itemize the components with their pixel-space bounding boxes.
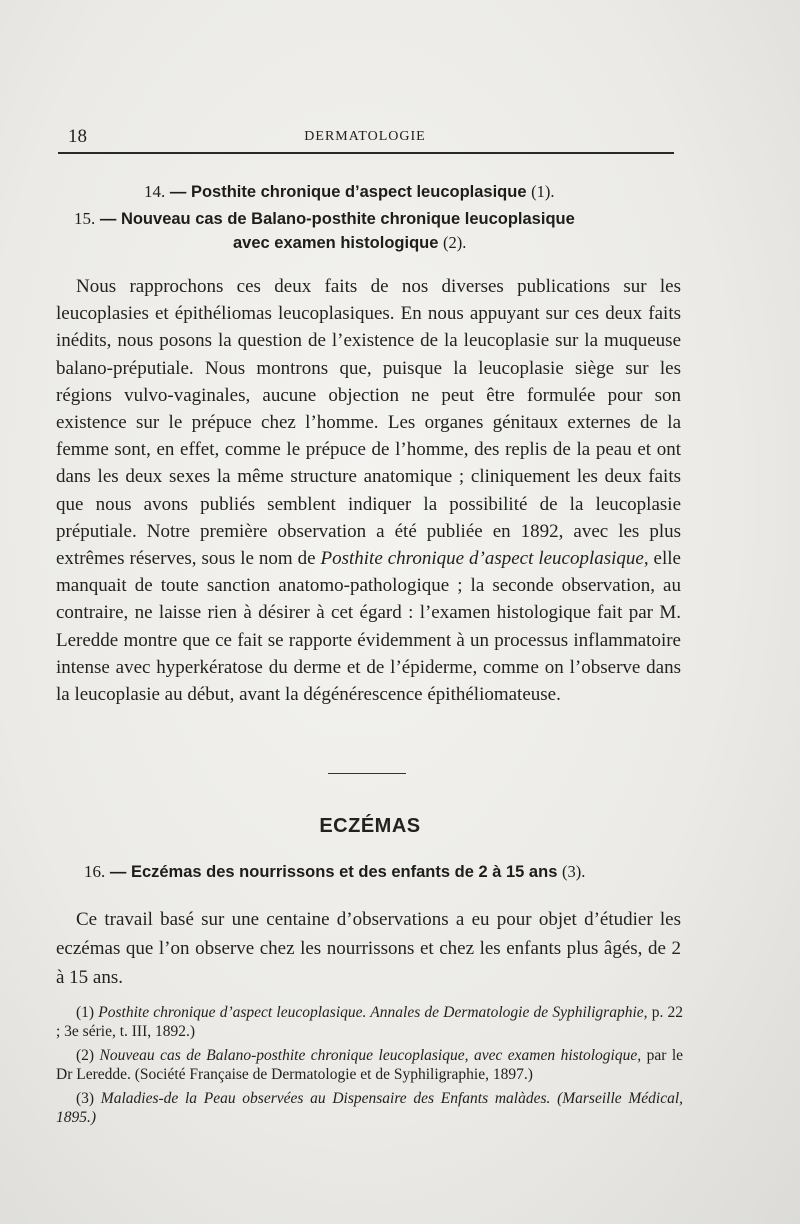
entry-title: Eczémas des nourrissons et des enfants de 2 à 15 ans <box>130 863 558 881</box>
footnote-ref: (3). <box>561 862 586 881</box>
footnote-citation: Posthite chronique d’aspect leucoplasique. Annales de Dermatologie de Syphiligraphie, <box>98 1004 648 1021</box>
footnote-details: p. 22 ; 3e série, t. III, 1892.) <box>56 1004 684 1040</box>
section-divider <box>328 773 406 774</box>
entry-15-continued <box>233 233 466 253</box>
body-paragraph-1 <box>56 273 681 708</box>
footnote-ref: (1). <box>531 182 555 201</box>
footnotes <box>56 1004 683 1133</box>
page-number: 18 <box>68 126 87 147</box>
entry-dash: — <box>169 183 187 201</box>
page-header <box>58 126 672 150</box>
entry-14 <box>144 182 554 202</box>
entry-dash: — <box>99 210 117 228</box>
running-head: DERMATOLOGIE <box>304 129 426 144</box>
footnote-citation: Nouveau cas de Balano-posthite chronique leucoplasique, avec examen histologique, <box>99 1047 642 1064</box>
entry-title: Posthite chronique d’aspect leucoplasique <box>190 183 527 201</box>
entry-number: 16. <box>84 862 106 881</box>
entry-number: 14. <box>144 182 166 201</box>
footnote-mark: (3) <box>76 1090 95 1107</box>
footnote-ref: (2). <box>443 233 467 252</box>
footnote-2 <box>56 1047 683 1084</box>
entry-15 <box>74 209 575 229</box>
paragraph-text: Nous rapprochons ces deux faits de nos diverses publications sur les leucoplasies et épithéliomas leucoplasiques. En nous appuyant sur ces deux faits inédits, nous posons la question de l’existence de la leucoplasie sur la muqueuse balano-préputiale. Nous montrons que, puisque la leucoplasie siège sur les régions vulvo-vaginales, aucune objection ne peut être formulée pour son existence sur le prépuce chez l’homme. Les organes génitaux externes de la femme sont, en effet, comme le prépuce de l’homme, des replis de la peau et ont dans les deux sexes la même structure anatomique ; cliniquement les deux faits que nous avons publiés semblent indiquer la possibilité de la leucoplasie préputiale. Notre première observation a été publiée en 1892, avec les plus extrêmes réserves, sous le nom de <box>56 276 681 570</box>
footnote-mark: (1) <box>76 1004 95 1021</box>
footnote-1 <box>56 1004 683 1041</box>
footnote-citation: Maladies-de la Peau observées au Dispensaire des Enfants malàdes. (Marseille Médical, 1895.) <box>56 1090 684 1126</box>
entry-dash: — <box>109 863 127 881</box>
footnote-3 <box>56 1090 683 1127</box>
entry-number: 15. <box>74 209 96 228</box>
section-heading: ECZÉMAS <box>319 815 421 837</box>
entry-16 <box>84 862 585 882</box>
italic-title: Posthite chronique d’aspect leucoplasique <box>320 548 644 570</box>
footnote-details: par le Dr Leredde. (Société Française de Dermatologie et de Syphiligraphie, 1897.) <box>56 1047 684 1083</box>
header-rule <box>58 152 674 154</box>
entry-title-line1: Nouveau cas de Balano-posthite chronique leucoplasique <box>120 210 575 228</box>
footnote-mark: (2) <box>76 1047 95 1064</box>
body-paragraph-2: Ce travail basé sur une centaine d’observations a eu pour objet d’étudier les eczémas que l’on observe chez les nourrissons et chez les enfants plus âgés, de 2 à 15 ans. <box>56 909 681 988</box>
entry-title-line2: avec examen histologique <box>233 234 439 252</box>
paragraph-text-continued: , elle manquait de toute sanction anatomo-pathologique ; la seconde observation, au contraire, ne laisse rien à désirer à cet égard : l’examen histologique fait par M. Leredde montre que ce fait se rapporte évidemment à un processus inflammatoire intense avec hyperkératose du derme et de l’épiderme, comme on l’observe dans la leucoplasie au début, avant la dégénérescence épithéliomateuse. <box>56 548 681 706</box>
